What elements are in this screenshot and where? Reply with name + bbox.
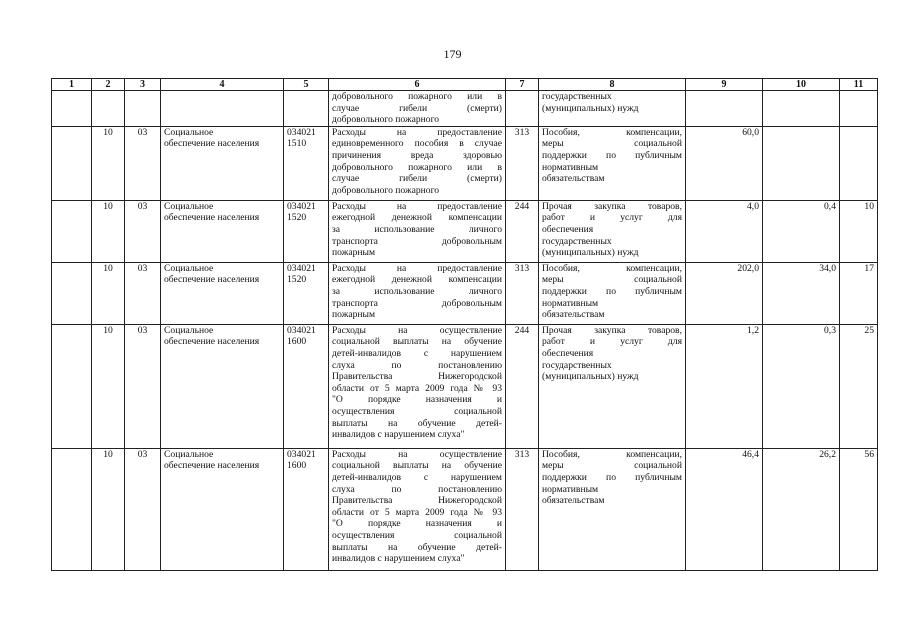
cell-amount-9: 1,2 bbox=[686, 324, 763, 448]
cell-expense-type-name-line: нормативным bbox=[542, 161, 599, 173]
cell-expense-type-name-line: Прочая закупка товаров, bbox=[542, 200, 682, 212]
table-row bbox=[52, 448, 878, 570]
cell-amount-10: 34,0 bbox=[763, 262, 840, 324]
cell-purpose-line: социальной выплаты на обучение bbox=[332, 460, 502, 472]
cell-section-name bbox=[161, 448, 284, 570]
cell-purpose-line: осуществления социальной bbox=[332, 405, 502, 417]
cell-target-code-line: 034021 bbox=[287, 324, 316, 336]
cell-expense-type-name-line: работ и услуг для bbox=[542, 212, 682, 224]
cell-expense-type-name-line: (муниципальных) нужд bbox=[542, 371, 639, 383]
cell-amount-9: 60,0 bbox=[686, 126, 763, 200]
cell-section-name-line: Социальное bbox=[164, 200, 214, 212]
col-header: 11 bbox=[840, 79, 878, 91]
cell-purpose-line: слуха по постановлению bbox=[332, 359, 502, 371]
cell-purpose-line: случае гибели (смерти) bbox=[332, 173, 502, 185]
cell-expense-type: 313 bbox=[506, 262, 539, 324]
cell-expense-type-name bbox=[539, 91, 686, 127]
cell-expense-type-name-line: Прочая закупка товаров, bbox=[542, 324, 682, 336]
cell-section-name-line: Социальное bbox=[164, 448, 214, 460]
cell-expense-type-name-line: Пособия, компенсации, bbox=[542, 126, 682, 138]
cell-expense-type-name-line: работ и услуг для bbox=[542, 336, 682, 348]
table-row bbox=[52, 126, 878, 200]
cell-expense-type: 313 bbox=[506, 126, 539, 200]
cell-purpose-line: Расходы на осуществление bbox=[332, 324, 502, 336]
cell-section-name-line: Социальное bbox=[164, 324, 214, 336]
cell-purpose bbox=[329, 262, 506, 324]
cell-section-name-line: обеспечение населения bbox=[164, 460, 260, 472]
cell-target-code bbox=[284, 324, 329, 448]
cell-expense-type: 244 bbox=[506, 324, 539, 448]
table-row bbox=[52, 91, 878, 127]
cell-section-name-line: Социальное bbox=[164, 262, 214, 274]
cell-target-code-line: 1510 bbox=[287, 138, 307, 150]
cell-target-code-line: 034021 bbox=[287, 448, 316, 460]
cell-purpose bbox=[329, 200, 506, 262]
cell-purpose-line: социальной выплаты на обучение bbox=[332, 336, 502, 348]
cell-purpose-line: детей-инвалидов с нарушением bbox=[332, 347, 502, 359]
cell-purpose-line: за использование личного bbox=[332, 285, 502, 297]
cell-target-code bbox=[284, 126, 329, 200]
cell-section: 10 bbox=[92, 262, 125, 324]
cell-subsection: 03 bbox=[125, 200, 161, 262]
cell-subsection: 03 bbox=[125, 324, 161, 448]
cell-expense-type-name bbox=[539, 126, 686, 200]
cell-expense-type-name-line: обязательствам bbox=[542, 309, 605, 321]
cell-target-code-line: 1600 bbox=[287, 336, 307, 348]
cell-section-name bbox=[161, 91, 284, 127]
cell-expense-type-name-line: меры социальной bbox=[542, 460, 682, 472]
cell-section: 10 bbox=[92, 448, 125, 570]
cell-section: 10 bbox=[92, 200, 125, 262]
cell-amount-9: 4,0 bbox=[686, 200, 763, 262]
cell-expense-type-name-line: поддержки по публичным bbox=[542, 285, 682, 297]
table-row bbox=[52, 200, 878, 262]
cell-target-code-line: 034021 bbox=[287, 262, 316, 274]
cell-purpose bbox=[329, 324, 506, 448]
cell-expense-type-name-line: государственных bbox=[542, 359, 612, 371]
col-header: 1 bbox=[52, 79, 92, 91]
cell-section-name bbox=[161, 126, 284, 200]
cell-purpose-line: транспорта добровольным bbox=[332, 235, 502, 247]
cell-purpose-line: слуха по постановлению bbox=[332, 483, 502, 495]
cell-section-name bbox=[161, 200, 284, 262]
cell-target-code bbox=[284, 262, 329, 324]
cell-amount-10 bbox=[763, 91, 840, 127]
cell-expense-type-name-line: Пособия, компенсации, bbox=[542, 448, 682, 460]
cell-purpose-line: инвалидов с нарушением слуха" bbox=[332, 429, 465, 441]
cell-expense-type-name-line: государственных bbox=[542, 91, 612, 102]
cell-purpose-line: за использование личного bbox=[332, 223, 502, 235]
cell-expense-type-name-line: обязательствам bbox=[542, 495, 605, 507]
cell-expense-type: 313 bbox=[506, 448, 539, 570]
budget-table bbox=[51, 78, 878, 571]
col-header: 6 bbox=[329, 79, 506, 91]
cell-section-name-line: обеспечение населения bbox=[164, 274, 260, 286]
cell-expense-type-name-line: поддержки по публичным bbox=[542, 471, 682, 483]
cell-purpose-line: выплаты на обучение детей- bbox=[332, 417, 502, 429]
cell-purpose-line: области от 5 марта 2009 года № 93 bbox=[332, 506, 502, 518]
cell-target-code bbox=[284, 448, 329, 570]
cell-amount-10: 0,3 bbox=[763, 324, 840, 448]
col-header: 4 bbox=[161, 79, 284, 91]
cell-purpose-line: области от 5 марта 2009 года № 93 bbox=[332, 382, 502, 394]
cell-section-name bbox=[161, 262, 284, 324]
cell-expense-type bbox=[506, 91, 539, 127]
cell-purpose-line: детей-инвалидов с нарушением bbox=[332, 471, 502, 483]
cell-blank bbox=[52, 200, 92, 262]
table-row bbox=[52, 262, 878, 324]
cell-amount-10: 0,4 bbox=[763, 200, 840, 262]
col-header: 8 bbox=[539, 79, 686, 91]
cell-target-code-line: 1520 bbox=[287, 274, 307, 286]
cell-purpose-line: добровольного пожарного bbox=[332, 114, 440, 126]
col-header: 9 bbox=[686, 79, 763, 91]
page-number: 179 bbox=[443, 47, 462, 61]
cell-expense-type-name bbox=[539, 200, 686, 262]
cell-expense-type-name-line: (муниципальных) нужд bbox=[542, 102, 639, 114]
cell-section: 10 bbox=[92, 126, 125, 200]
cell-expense-type-name-line: меры социальной bbox=[542, 274, 682, 286]
cell-expense-type-name-line: обязательствам bbox=[542, 173, 605, 185]
cell-purpose-line: Расходы на предоставление bbox=[332, 126, 502, 138]
cell-purpose-line: ежегодной денежной компенсации bbox=[332, 212, 502, 224]
cell-purpose-line: ежегодной денежной компенсации bbox=[332, 274, 502, 286]
cell-purpose-line: транспорта добровольным bbox=[332, 297, 502, 309]
cell-section bbox=[92, 91, 125, 127]
cell-purpose-line: инвалидов с нарушением слуха" bbox=[332, 553, 465, 565]
cell-purpose-line: единовременного пособия в случае bbox=[332, 138, 502, 150]
col-header: 5 bbox=[284, 79, 329, 91]
cell-target-code-line: 034021 bbox=[287, 126, 316, 138]
cell-amount-9: 46,4 bbox=[686, 448, 763, 570]
cell-purpose-line: добровольного пожарного или в bbox=[332, 161, 502, 173]
cell-expense-type-name-line: нормативным bbox=[542, 297, 599, 309]
cell-target-code-line: 1520 bbox=[287, 212, 307, 224]
cell-target-code-line: 034021 bbox=[287, 200, 316, 212]
cell-amount-10: 26,2 bbox=[763, 448, 840, 570]
header-row bbox=[52, 79, 878, 91]
cell-blank bbox=[52, 126, 92, 200]
cell-section-name-line: обеспечение населения bbox=[164, 212, 260, 224]
table-row bbox=[52, 324, 878, 448]
cell-expense-type-name-line: (муниципальных) нужд bbox=[542, 247, 639, 259]
cell-subsection: 03 bbox=[125, 262, 161, 324]
cell-expense-type-name-line: поддержки по публичным bbox=[542, 149, 682, 161]
cell-expense-type-name-line: Пособия, компенсации, bbox=[542, 262, 682, 274]
cell-purpose-line: "О порядке назначения и bbox=[332, 518, 502, 530]
cell-purpose-line: причинения вреда здоровью bbox=[332, 149, 502, 161]
cell-purpose-line: Правительства Нижегородской bbox=[332, 371, 502, 383]
cell-section-name-line: обеспечение населения bbox=[164, 336, 260, 348]
cell-purpose-line: Правительства Нижегородской bbox=[332, 495, 502, 507]
cell-amount-9: 202,0 bbox=[686, 262, 763, 324]
cell-purpose-line: Расходы на предоставление bbox=[332, 262, 502, 274]
cell-purpose bbox=[329, 91, 506, 127]
cell-target-code bbox=[284, 200, 329, 262]
cell-section-name bbox=[161, 324, 284, 448]
cell-amount-11: 56 bbox=[840, 448, 878, 570]
cell-blank bbox=[52, 324, 92, 448]
cell-purpose bbox=[329, 448, 506, 570]
cell-expense-type-name bbox=[539, 324, 686, 448]
cell-purpose-line: "О порядке назначения и bbox=[332, 394, 502, 406]
cell-purpose-line: случае гибели (смерти) bbox=[332, 102, 502, 114]
col-header: 3 bbox=[125, 79, 161, 91]
cell-subsection: 03 bbox=[125, 126, 161, 200]
cell-expense-type-name-line: меры социальной bbox=[542, 138, 682, 150]
cell-subsection bbox=[125, 91, 161, 127]
cell-section-name-line: обеспечение населения bbox=[164, 138, 260, 150]
cell-purpose-line: добровольного пожарного или в bbox=[332, 91, 502, 102]
cell-expense-type-name-line: нормативным bbox=[542, 483, 599, 495]
cell-expense-type-name-line: обеспечения bbox=[542, 223, 594, 235]
col-header: 10 bbox=[763, 79, 840, 91]
cell-purpose-line: Расходы на осуществление bbox=[332, 448, 502, 460]
cell-amount-11 bbox=[840, 91, 878, 127]
col-header: 2 bbox=[92, 79, 125, 91]
cell-purpose-line: выплаты на обучение детей- bbox=[332, 541, 502, 553]
cell-purpose-line: пожарным bbox=[332, 247, 376, 259]
cell-expense-type-name bbox=[539, 262, 686, 324]
cell-section: 10 bbox=[92, 324, 125, 448]
cell-purpose bbox=[329, 126, 506, 200]
cell-blank bbox=[52, 91, 92, 127]
cell-expense-type-name-line: государственных bbox=[542, 235, 612, 247]
cell-amount-9 bbox=[686, 91, 763, 127]
cell-expense-type: 244 bbox=[506, 200, 539, 262]
cell-target-code-line: 1600 bbox=[287, 460, 307, 472]
cell-purpose-line: осуществления социальной bbox=[332, 529, 502, 541]
cell-subsection: 03 bbox=[125, 448, 161, 570]
cell-amount-11 bbox=[840, 126, 878, 200]
cell-purpose-line: добровольного пожарного bbox=[332, 184, 440, 196]
cell-section-name-line: Социальное bbox=[164, 126, 214, 138]
cell-amount-11: 17 bbox=[840, 262, 878, 324]
col-header: 7 bbox=[506, 79, 539, 91]
cell-blank bbox=[52, 448, 92, 570]
cell-blank bbox=[52, 262, 92, 324]
cell-expense-type-name-line: обеспечения bbox=[542, 347, 594, 359]
cell-target-code bbox=[284, 91, 329, 127]
cell-amount-11: 10 bbox=[840, 200, 878, 262]
cell-amount-11: 25 bbox=[840, 324, 878, 448]
cell-purpose-line: пожарным bbox=[332, 309, 376, 321]
cell-expense-type-name bbox=[539, 448, 686, 570]
cell-purpose-line: Расходы на предоставление bbox=[332, 200, 502, 212]
cell-amount-10 bbox=[763, 126, 840, 200]
